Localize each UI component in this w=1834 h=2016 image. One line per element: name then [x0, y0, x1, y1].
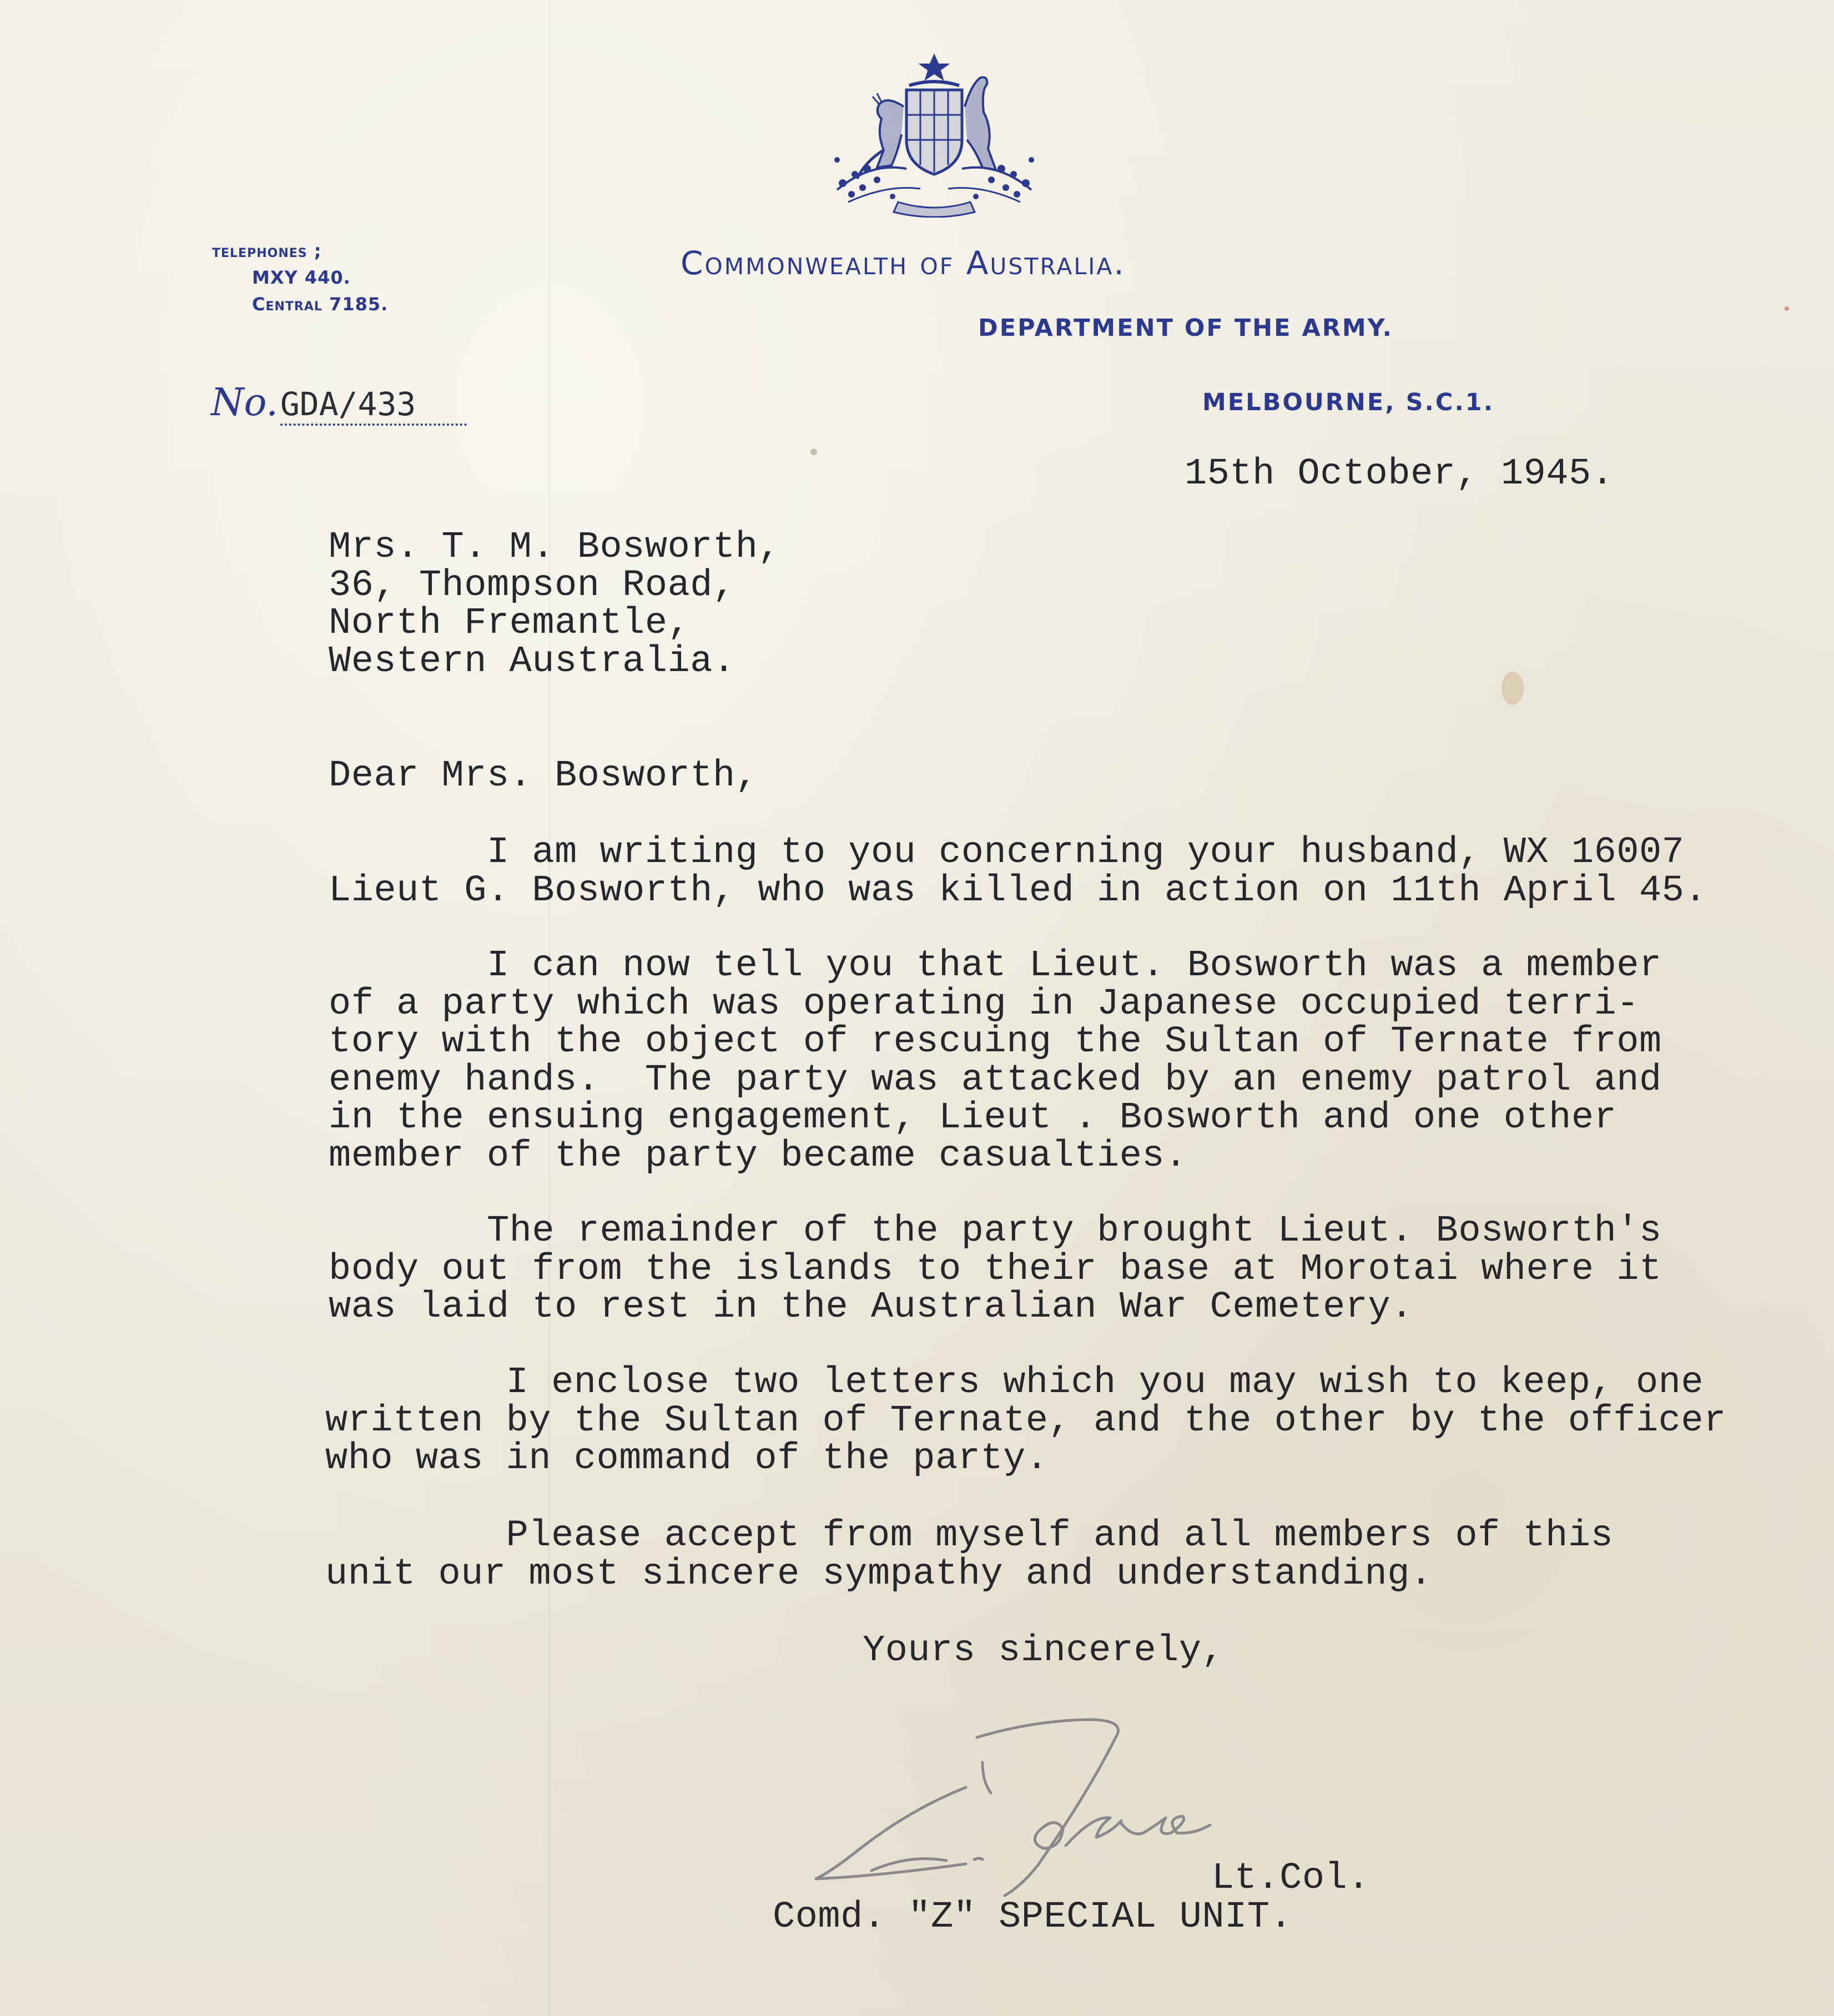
- telephone-number: MXY 440.: [252, 267, 351, 288]
- paragraph-line: member of the party became casualties.: [329, 1135, 1187, 1177]
- reference-label: No.: [211, 381, 278, 425]
- paragraph-line: written by the Sultan of Ternate, and the other by the officer: [325, 1399, 1726, 1442]
- address-line: Mrs. T. M. Bosworth,: [329, 526, 781, 568]
- telephones-label: telephones ;: [212, 240, 322, 261]
- department-name: DEPARTMENT OF THE ARMY.: [978, 314, 1393, 342]
- paper-stain: [810, 448, 817, 455]
- paragraph-line: in the ensuing engagement, Lieut . Bosworth and one other: [329, 1097, 1617, 1139]
- body-paragraph: [325, 1364, 1726, 1478]
- closing: Yours sincerely,: [863, 1630, 1225, 1672]
- telephone-number: Central 7185.: [252, 294, 389, 315]
- letterhead-title: Commonwealth of Australia.: [681, 244, 1126, 282]
- telephones-block: [212, 238, 388, 317]
- reference-value: GDA/433: [280, 385, 467, 426]
- address-line: 36, Thompson Road,: [329, 564, 735, 607]
- paragraph-line: I am writing to you concerning your husband, WX 16007: [329, 831, 1685, 874]
- signatory-unit: Comd. "Z" SPECIAL UNIT.: [773, 1896, 1293, 1938]
- paragraph-line: who was in command of the party.: [325, 1438, 1049, 1480]
- body-paragraph: [325, 1517, 1613, 1593]
- paragraph-line: was laid to rest in the Australian War Cemetery.: [329, 1286, 1413, 1328]
- paragraph-line: Please accept from myself and all members of this: [325, 1515, 1614, 1557]
- recipient-address: [329, 528, 780, 681]
- handwritten-signature-icon: [799, 1687, 1254, 1898]
- australian-coat-of-arms-icon: [826, 51, 1042, 218]
- salutation: Dear Mrs. Bosworth,: [329, 755, 758, 797]
- letter-date: 15th October, 1945.: [1185, 453, 1614, 495]
- body-paragraph: [329, 1212, 1662, 1327]
- body-paragraph: [329, 947, 1662, 1175]
- paragraph-line: unit our most sincere sympathy and understanding.: [325, 1553, 1433, 1595]
- paragraph-line: enemy hands. The party was attacked by an enemy patrol and: [329, 1059, 1662, 1101]
- paragraph-line: I enclose two letters which you may wish to keep, one: [325, 1362, 1704, 1404]
- paragraph-line: I can now tell you that Lieut. Bosworth was a member: [329, 945, 1662, 987]
- address-line: North Fremantle,: [329, 602, 691, 644]
- address-line: Western Australia.: [329, 640, 735, 683]
- paragraph-line: body out from the islands to their base at Morotai where it: [329, 1248, 1662, 1291]
- letterhead-location: MELBOURNE, S.C.1.: [1202, 389, 1495, 416]
- paragraph-line: of a party which was operating in Japanese occupied terri-: [329, 982, 1639, 1025]
- paper-stain: [1502, 672, 1524, 705]
- signatory-rank: Lt.Col.: [1212, 1857, 1370, 1899]
- paragraph-line: Lieut G. Bosworth, who was killed in action on 11th April 45.: [329, 869, 1707, 912]
- paper-stain: [1785, 306, 1789, 311]
- reference-number: [211, 381, 467, 426]
- paragraph-line: The remainder of the party brought Lieut. Bosworth's: [329, 1210, 1662, 1252]
- body-paragraph: [329, 831, 1707, 912]
- paragraph-line: tory with the object of rescuing the Sultan of Ternate from: [329, 1021, 1662, 1063]
